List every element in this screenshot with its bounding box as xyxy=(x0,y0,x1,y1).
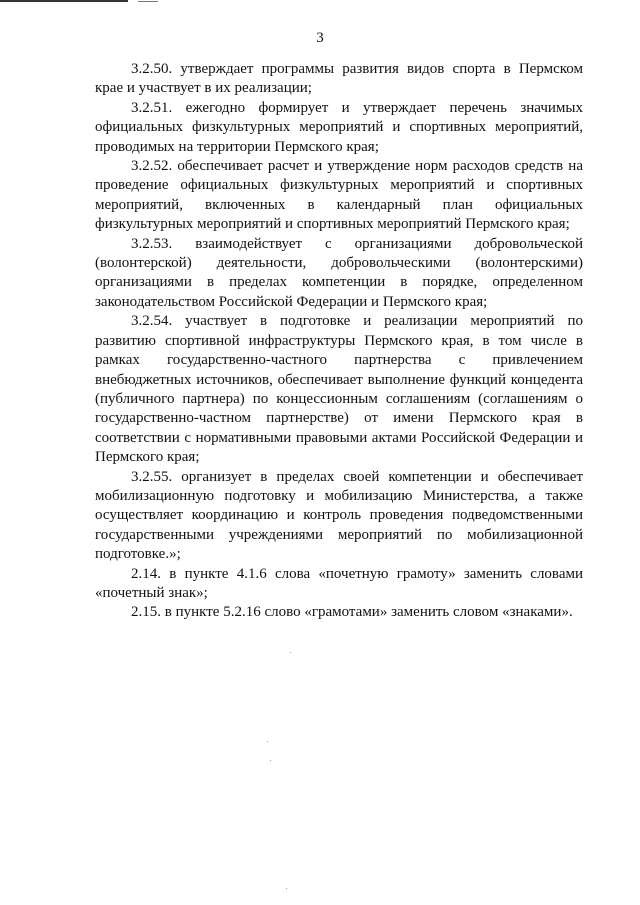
scan-speck xyxy=(290,652,291,653)
scan-speck xyxy=(286,888,287,889)
paragraph-3-2-53: 3.2.53. взаимодействует с организациями добровольческой (волонтерской) деятельности, добровольческими (волонтерскими) организациями в пределах компетенции в порядке, определенном законодательством Российской Федерации и Пермского края; xyxy=(95,235,583,310)
scan-speck xyxy=(270,760,271,761)
paragraph-3-2-52: 3.2.52. обеспечивает расчет и утверждение норм расходов средств на проведение официальных физкультурных мероприятий и спортивных мероприятий, включенных в календарный план официальных физкультурных мероприятий и спортивных мероприятий Пермского края; xyxy=(95,158,583,233)
paragraph-2-14: 2.14. в пункте 4.1.6 слова «почетную грамоту» заменить словами «почетный знак»; xyxy=(95,565,583,601)
scan-edge-mark xyxy=(0,0,128,2)
document-body xyxy=(95,60,583,623)
paragraph-3-2-51: 3.2.51. ежегодно формирует и утверждает перечень значимых официальных физкультурных мероприятий и спортивных мероприятий, проводимых на территории Пермского края; xyxy=(95,99,583,155)
page-number: 3 xyxy=(316,30,324,46)
paragraph-3-2-55: 3.2.55. организует в пределах своей компетенции и обеспечивает мобилизационную подготовку и мобилизацию Министерства, а также осуществляет координацию и контроль проведения подведомственными государственными учреждениями мероприятий по мобилизационной подготовке.»; xyxy=(95,468,583,563)
paragraph-3-2-50: 3.2.50. утверждает программы развития видов спорта в Пермском крае и участвует в их реализации; xyxy=(95,61,583,97)
paragraph-3-2-54: 3.2.54. участвует в подготовке и реализации мероприятий по развитию спортивной инфраструктуры Пермского края, в том числе в рамках государственно-частного партнерства с привлечением внебюджетных источников, обеспечивает выполнение функций концедента (публичного партнера) по концессионным соглашениям (соглашениям о государственно-частном партнерстве) от имени Пермского края в соответствии с нормативными правовыми актами Российской Федерации и Пермского края; xyxy=(95,313,583,466)
scan-speck xyxy=(267,741,268,742)
scan-edge-mark xyxy=(138,1,158,2)
paragraph-2-15: 2.15. в пункте 5.2.16 слово «грамотами» заменить словом «знаками». xyxy=(131,604,573,621)
